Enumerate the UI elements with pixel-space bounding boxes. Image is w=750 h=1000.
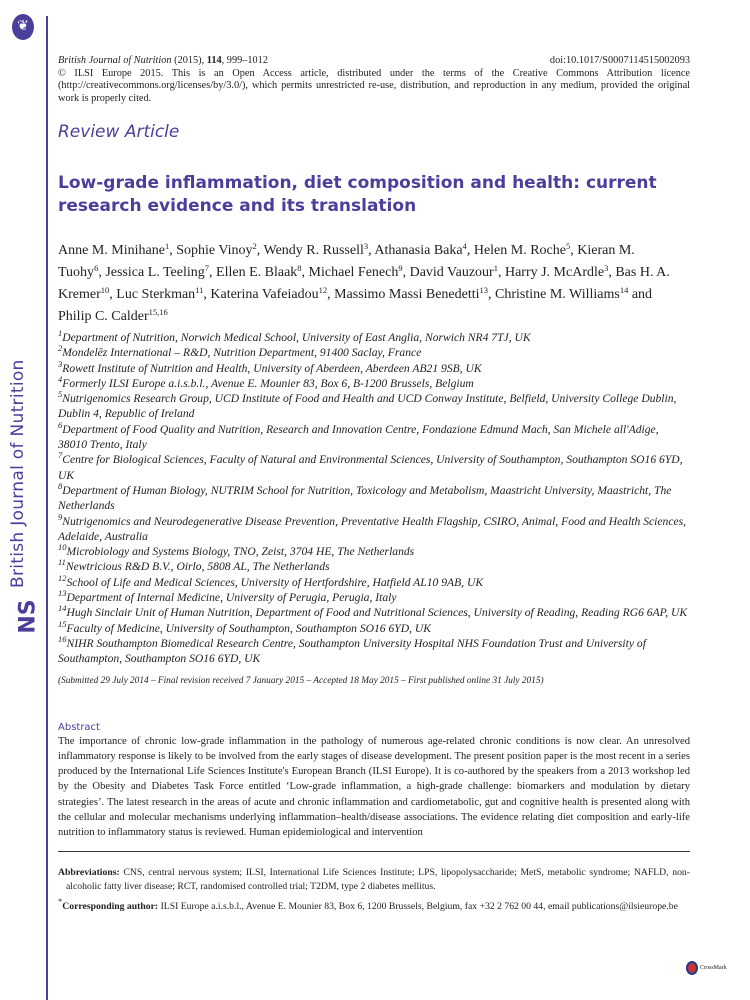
header	[58, 55, 690, 105]
corresponding-author: *Corresponding author: ILSI Europe a.i.s.b.l., Avenue E. Mounier 83, Box 6, 1200 Brussels, Belgium, fax +32 2 762 00 44, email publications@ilsieurope.be	[58, 895, 678, 912]
author: Harry J. McArdle$^3$,	[504, 263, 616, 280]
affiliation: $^{13}$Department of Internal Medicine, University of Perugia, Perugia, Italy	[58, 588, 397, 605]
affiliation: $^4$Formerly ILSI Europe a.i.s.b.l., Avenue E. Mounier 83, Box 6, B-1200 Brussels, Belgium	[58, 373, 474, 390]
affiliation: $^{15}$Faculty of Medicine, University of Southampton, Southampton SO16 6YD, UK	[58, 618, 432, 635]
affiliation: $^8$Department of Human Biology, NUTRIM School for Nutrition, Toxicology and Metabolism, Maastricht University, Maastricht, The Netherlands	[58, 480, 672, 513]
author-list	[58, 240, 678, 328]
author: Jessica L. Teeling$^7$,	[105, 263, 217, 280]
affiliation: $^1$Department of Nutrition, Norwich Medical School, University of East Anglia, Norwich NR4 7TJ, UK	[58, 328, 531, 344]
affiliation: $^2$Mondelēz International – R&D, Nutrition Department, 91400 Saclay, France	[58, 343, 422, 360]
margin-rule	[46, 16, 48, 1000]
licence-text: © ILSI Europe 2015. This is an Open Access article, distributed under the terms of the Creative Commons Attribution licence (http://creativecommons.org/licenses/by/3.0/), which permits unrestricted re-use, distribution, and reproduction in any medium, provided the original work is properly cited.	[58, 67, 690, 104]
affiliation: $^{11}$Newtricious R&D B.V., Oirlo, 5808 AL, The Netherlands	[58, 557, 330, 574]
author: Anne M. Minihane$^1$,	[58, 241, 177, 258]
author: Luc Sterkman$^{11}$,	[116, 285, 211, 302]
journal-logo-icon: NS	[15, 599, 41, 634]
affiliation: $^3$Rowett Institute of Nutrition and Health, University of Aberdeen, Aberdeen AB21 9SB, UK	[58, 358, 482, 375]
author: Wendy R. Russell$^3$,	[263, 241, 375, 258]
author: Helen M. Roche$^5$,	[473, 241, 578, 258]
article-front-matter	[58, 240, 690, 914]
affiliation: $^{10}$Microbiology and Systems Biology, TNO, Zeist, 3704 HE, The Netherlands	[58, 542, 415, 559]
author: Philip C. Calder$^{15,16}$	[58, 307, 168, 324]
article-title: Low-grade inflammation, diet composition and health: current research evidence and its translation	[58, 173, 657, 216]
crossmark-button[interactable]: CrossMark	[686, 961, 727, 975]
affiliation: $^{16}$NIHR Southampton Biomedical Research Centre, Southampton University Hospital NHS Foundation Trust and University of Southampton, Southampton SO16 6YD, UK	[58, 633, 646, 666]
crossmark-icon	[686, 961, 698, 975]
author: Ellen E. Blaak$^8$,	[216, 263, 309, 280]
affiliation: $^{14}$Hugh Sinclair Unit of Human Nutrition, Department of Food and Nutritional Sciences, University of Reading, Reading RG6 6AP, UK	[58, 603, 688, 620]
open-access-leaf-icon: ❦	[12, 14, 34, 40]
abstract-text: The importance of chronic low-grade inflammation in the pathology of numerous age-related chronic conditions is now clear. An unresolved inflammatory response is likely to be involved from the early stages of disease development. The present position paper is the most recent in a series produced by the International Life Sciences Institute's European Branch (ILSI Europe). It is co-authored by the speakers from a 2013 workshop led by the Obesity and Diabetes Task Force entitled ‘Low-grade inflammation, a high-grade challenge: biomarkers and modulation by dietary strategies’. The latest research in the areas of acute and chronic inflammation and cardiometabolic, gut and cognitive health is presented along with the cellular and molecular mechanisms underlying inflammation–health/disease associations. The evidence relating diet composition and early-life nutrition to inflammatory status is reviewed. Human epidemiological and intervention	[58, 735, 690, 839]
author: David Vauzour$^1$,	[409, 263, 505, 280]
affiliations	[58, 330, 690, 667]
author: Massimo Massi Benedetti$^{13}$,	[334, 285, 496, 302]
citation: British Journal of Nutrition (2015), 114, 999–1012	[58, 55, 268, 66]
affiliation: $^6$Department of Food Quality and Nutrition, Research and Innovation Centre, Fondazione Edmund Mach, San Michele all'Adige, 38010 Trento, Italy	[58, 419, 659, 452]
author: Michael Fenech$^9$,	[308, 263, 410, 280]
affiliation: $^7$Centre for Biological Sciences, Faculty of Natural and Environmental Sciences, University of Southampton, Southampton SO16 6YD, UK	[58, 450, 683, 482]
affiliation: $^9$Nutrigenomics and Neurodegenerative Disease Prevention, Preventative Health Flagship, CSIRO, Animal, Food and Health Sciences, Adelaide, Australia	[58, 511, 687, 543]
affiliation: $^5$Nutrigenomics Research Group, UCD Institute of Food and Health and UCD Conway Institute, Belfield, University College Dublin, Dublin 4, Republic of Ireland	[58, 389, 677, 421]
abbreviations: Abbreviations: CNS, central nervous system; ILSI, International Life Sciences Institute; LPS, lipopolysaccharide; MetS, metabolic syndrome; NAFLD, non-alcoholic fatty liver disease; RCT, randomised controlled trial; T2DM, type 2 diabetes mellitus.	[58, 866, 690, 892]
author: Christine M. Williams$^{14}$ and	[495, 285, 653, 302]
abstract-heading: Abstract	[58, 721, 100, 733]
author: Kieran M. Tuohy$^6$,	[58, 243, 635, 280]
journal-sidebar-title: British Journal of Nutrition	[8, 359, 28, 588]
article-type: Review Article	[58, 122, 180, 142]
author: Bas H. A. Kremer$^{10}$,	[58, 265, 670, 302]
author: Katerina Vafeiadou$^{12}$,	[210, 285, 335, 302]
author: Athanasia Baka$^4$,	[374, 241, 474, 258]
footnote-divider	[58, 851, 690, 852]
doi[interactable]: doi:10.1017/S0007114515002093	[549, 55, 690, 66]
submission-dates: (Submitted 29 July 2014 – Final revision received 7 January 2015 – Accepted 18 May 2015 – First published online 31 July 2015)	[58, 675, 544, 686]
author: Sophie Vinoy$^2$,	[176, 241, 264, 258]
affiliation: $^{12}$School of Life and Medical Sciences, University of Hertfordshire, Hatfield AL10 9AB, UK	[58, 572, 484, 589]
